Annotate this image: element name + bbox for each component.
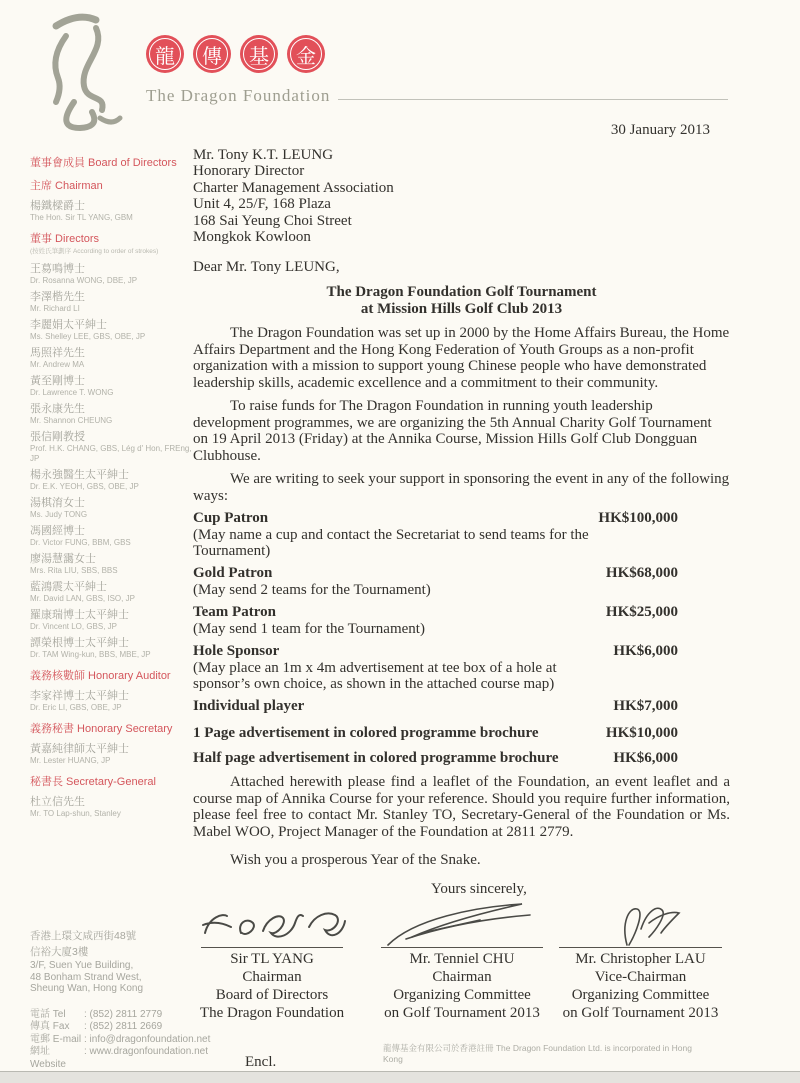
member-name-en: Mr. Shannon CHEUNG xyxy=(30,416,113,425)
signature-block-chu xyxy=(373,899,551,1022)
contact-label: 傳真 Fax xyxy=(30,1021,70,1032)
signatory-name: Mr. Christopher LAU xyxy=(575,951,706,967)
wish-line: Wish you a prosperous Year of the Snake. xyxy=(230,852,481,868)
sidebar-footer xyxy=(30,928,220,1071)
member-name-en: Dr. Eric LI, GBS, OBE, JP xyxy=(30,703,122,712)
member-name-en: Mr. Lester HUANG, JP xyxy=(30,756,111,765)
chu-signature-icon xyxy=(382,899,542,947)
seal-character: 金 xyxy=(290,38,322,70)
address-line: 香港上環文咸西街48號 xyxy=(30,930,137,942)
contact-line xyxy=(30,1009,220,1022)
seal-icon xyxy=(193,35,231,73)
member-name-cjk: 馬照祥先生 xyxy=(30,347,85,359)
sponsorship-row xyxy=(193,725,730,742)
member-name-en: Mr. Andrew MA xyxy=(30,360,85,369)
member-name-en: Dr. TAM Wing-kun, BBS, MBE, JP xyxy=(30,650,151,659)
sidebar-member xyxy=(30,263,192,286)
signoff: Yours sincerely, xyxy=(431,880,527,897)
recipient-line: Honorary Director xyxy=(193,163,305,179)
recipient-line: Mr. Tony K.T. LEUNG xyxy=(193,146,334,163)
member-name-cjk: 譚榮根博士太平紳士 xyxy=(30,637,129,649)
recipient-line: Unit 4, 25/F, 168 Plaza xyxy=(193,196,331,212)
sponsorship-title: 1 Page advertisement in colored programme brochure xyxy=(193,725,539,741)
member-name-cjk: 張信剛教授 xyxy=(30,431,85,443)
member-name-en: Ms. Shelley LEE, GBS, OBE, JP xyxy=(30,332,146,341)
contact-label: 電話 Tel xyxy=(30,1008,66,1020)
sponsorship-price: HK$6,000 xyxy=(613,750,678,766)
sidebar-section-heading: 秘書長 Secretary-General xyxy=(30,776,156,788)
recipient-line: Mongkok Kowloon xyxy=(193,229,311,245)
member-name-cjk: 李家祥博士太平紳士 xyxy=(30,690,129,702)
sidebar-member xyxy=(30,497,192,520)
sidebar-member xyxy=(30,375,192,398)
address-line: 48 Bonham Strand West, xyxy=(30,971,142,983)
sponsorship-title: Cup Patron xyxy=(193,510,269,526)
sidebar-member xyxy=(30,581,192,604)
member-name-cjk: 馮國經博士 xyxy=(30,525,85,537)
signatory-title: The Dragon Foundation xyxy=(199,1005,345,1021)
sponsorship-price: HK$100,000 xyxy=(598,510,678,526)
paragraph-fundraising: To raise funds for The Dragon Foundation in running youth leadership development programmes, we are organizing the 5th Annual Charity Golf Tournament on 19 April 2013 (Friday) at the Annika Course, Mission Hills Golf Club Dongguan Clubhouse. xyxy=(193,398,712,464)
sponsorship-price: HK$10,000 xyxy=(605,725,678,741)
signature-row xyxy=(193,899,730,1022)
member-name-en: Dr. Vincent LO, GBS, JP xyxy=(30,622,117,631)
signatory-title: on Golf Tournament 2013 xyxy=(562,1005,719,1021)
address-line: 3/F, Suen Yue Building, xyxy=(30,960,134,971)
sidebar-member xyxy=(30,347,192,370)
lau-signature-icon xyxy=(561,899,721,947)
signatory-title: Chairman xyxy=(242,969,302,985)
sponsorship-price: HK$6,000 xyxy=(613,643,678,659)
letter-body xyxy=(193,115,730,1022)
sidebar-member xyxy=(30,796,192,819)
header-rule xyxy=(338,99,728,100)
paragraph-about-foundation: The Dragon Foundation was set up in 2000 by the Home Affairs Bureau, the Home Affairs Department and the Hong Kong Federation of Youth Groups as a non-profit organization with a mission to support young Chinese people who have demonstrated leadership skills, academic excellence and a commitment to their community. xyxy=(193,325,730,391)
letter-date: 30 January 2013 xyxy=(610,122,710,138)
signatory-title: Chairman xyxy=(432,969,492,985)
member-name-cjk: 王䓪鳴博士 xyxy=(30,263,85,275)
letter-title xyxy=(193,284,730,318)
member-name-cjk: 湯棋淯女士 xyxy=(30,497,85,509)
member-name-en: Ms. Judy TONG xyxy=(30,510,88,519)
seal-icon xyxy=(240,35,278,73)
contact-line xyxy=(30,1021,220,1034)
contact-value: : (852) 2811 2669 xyxy=(84,1021,163,1032)
signatory-title: Vice-Chairman xyxy=(594,969,687,985)
foundation-address xyxy=(30,928,220,995)
seal-character: 龍 xyxy=(149,38,181,70)
foundation-seals xyxy=(146,35,325,73)
contact-label: 電郵 E-mail xyxy=(30,1033,82,1045)
member-name-en: Mr. Richard LI xyxy=(30,304,80,313)
sponsorship-price: HK$7,000 xyxy=(613,698,678,714)
signature-line xyxy=(201,947,343,948)
member-name-en: Prof. H.K. CHANG, GBS, Lég d' Hon, FREng, JP xyxy=(30,444,192,463)
sponsorship-note: (May send 2 teams for the Tournament) xyxy=(193,582,431,598)
sponsorship-note: (May send 1 team for the Tournament) xyxy=(193,621,425,637)
member-name-cjk: 羅康瑞博士太平紳士 xyxy=(30,609,129,621)
signatory-title: Organizing Committee xyxy=(393,987,531,1003)
paragraph-seek-support: We are writing to seek your support in sponsoring the event in any of the following ways: xyxy=(193,471,730,504)
member-name-cjk: 李澤楷先生 xyxy=(30,291,85,303)
member-name-cjk: 李麗娟太平紳士 xyxy=(30,319,107,331)
sponsorship-note: (May name a cup and contact the Secretariat to send teams for the Tournament) xyxy=(193,527,589,559)
seal-character: 基 xyxy=(243,38,275,70)
member-name-cjk: 杜立信先生 xyxy=(30,796,85,808)
sidebar-section-note: (按姓氏筆劃序 According to order of strokes) xyxy=(30,248,159,255)
sidebar-member xyxy=(30,637,192,660)
sponsorship-options-list xyxy=(193,510,730,767)
sidebar-member xyxy=(30,291,192,314)
contact-label: 網址 Website xyxy=(30,1046,66,1070)
sidebar-member xyxy=(30,200,192,223)
contact-value: : info@dragonfoundation.net xyxy=(84,1033,211,1045)
member-name-en: Dr. Victor FUNG, BBM, GBS xyxy=(30,538,131,547)
member-name-cjk: 黃至剛博士 xyxy=(30,375,85,387)
signature-block-yang xyxy=(193,899,351,1022)
member-name-en: Mr. David LAN, GBS, ISO, JP xyxy=(30,594,135,603)
sidebar-section-heading: 董事會成員 Board of Directors xyxy=(30,157,177,169)
member-name-cjk: 楊永強醫生太平紳士 xyxy=(30,469,129,481)
sponsorship-price: HK$68,000 xyxy=(605,565,678,581)
contact-value: : www.dragonfoundation.net xyxy=(84,1046,208,1057)
dragon-calligraphy-logo xyxy=(22,6,134,134)
signatory-title: Board of Directors xyxy=(215,987,329,1003)
member-name-en: Mrs. Rita LIU, SBS, BBS xyxy=(30,566,118,575)
signature-line xyxy=(381,947,543,948)
sidebar-member xyxy=(30,690,192,713)
member-name-en: Dr. Rosanna WONG, DBE, JP xyxy=(30,276,138,285)
member-name-cjk: 楊鐵樑爵士 xyxy=(30,200,85,212)
sidebar-section-heading: 義務核數師 Honorary Auditor xyxy=(30,670,171,682)
signatory-name: Sir TL YANG xyxy=(230,951,314,967)
sidebar-section-heading: 董事 Directors xyxy=(30,233,100,245)
seal-character: 傳 xyxy=(196,38,228,70)
recipient-line: 168 Sai Yeung Choi Street xyxy=(193,212,352,229)
sponsorship-row xyxy=(193,698,730,715)
signatory-title: Organizing Committee xyxy=(571,987,710,1003)
contact-value: : (852) 2811 2779 xyxy=(84,1008,163,1020)
sidebar-section-heading: 義務秘書 Honorary Secretary xyxy=(30,723,173,735)
sponsorship-title: Team Patron xyxy=(193,604,276,620)
sponsorship-title: Gold Patron xyxy=(193,565,273,581)
contact-line xyxy=(30,1046,220,1071)
sponsorship-title: Individual player xyxy=(193,698,305,714)
member-name-en: Dr. E.K. YEOH, GBS, OBE, JP xyxy=(30,482,139,491)
seal-icon xyxy=(146,35,184,73)
board-of-directors-sidebar xyxy=(30,157,192,824)
sidebar-member xyxy=(30,403,192,426)
sponsorship-note: (May place an 1m x 4m advertisement at tee box of a hole at sponsor’s own choice, as shown in the attached course map) xyxy=(193,660,557,692)
incorporation-note: 龍傳基金有限公司於香港註冊 The Dragon Foundation Ltd. is incorporated in Hong Kong xyxy=(383,1043,692,1064)
sidebar-member xyxy=(30,609,192,632)
sidebar-member xyxy=(30,431,192,464)
sponsorship-row xyxy=(193,750,730,767)
member-name-en: The Hon. Sir TL YANG, GBM xyxy=(30,213,133,222)
org-name: The Dragon Foundation xyxy=(146,86,331,105)
address-line: Sheung Wan, Hong Kong xyxy=(30,983,144,994)
sidebar-section-heading: 主席 Chairman xyxy=(30,180,103,192)
sponsorship-row xyxy=(193,510,730,559)
contact-line xyxy=(30,1034,220,1047)
paragraph-closing: Attached herewith please find a leaflet of the Foundation, an event leaflet and a course map of Annika Course for your reference. Should you require further information, please feel free to contact Mr. Stanley TO, Secretary-General of the Foundation or Ms. Mabel WOO, Project Manager of the Foundation at 2811 2779. xyxy=(193,774,730,840)
address-line: 信裕大廈3樓 xyxy=(30,946,89,958)
sponsorship-row xyxy=(193,565,730,598)
signatory-name: Mr. Tenniel CHU xyxy=(409,951,515,967)
sidebar-member xyxy=(30,319,192,342)
yang-signature-icon xyxy=(197,899,347,947)
signatory-title: on Golf Tournament 2013 xyxy=(384,1005,540,1021)
signature-block-lau xyxy=(551,899,730,1022)
salutation: Dear Mr. Tony LEUNG, xyxy=(193,258,340,275)
recipient-address-block xyxy=(193,147,730,246)
sidebar-member xyxy=(30,469,192,492)
sponsorship-price: HK$25,000 xyxy=(605,604,678,620)
recipient-line: Charter Management Association xyxy=(193,179,394,196)
member-name-cjk: 藍鴻震太平紳士 xyxy=(30,581,107,593)
member-name-en: Dr. Lawrence T. WONG xyxy=(30,388,114,397)
signature-line xyxy=(559,947,722,948)
letter-title-line1: The Dragon Foundation Golf Tournament xyxy=(326,284,597,300)
foundation-contact xyxy=(30,1009,220,1072)
seal-icon xyxy=(287,35,325,73)
sponsorship-row xyxy=(193,643,730,692)
sponsorship-title: Hole Sponsor xyxy=(193,643,280,659)
member-name-cjk: 廖湯慧靄女士 xyxy=(30,553,96,565)
sidebar-member xyxy=(30,743,192,766)
member-name-en: Mr. TO Lap-shun, Stanley xyxy=(30,809,121,818)
sponsorship-title: Half page advertisement in colored programme brochure xyxy=(193,750,559,766)
member-name-cjk: 黃嘉純律師太平紳士 xyxy=(30,743,129,755)
sidebar-member xyxy=(30,553,192,576)
sidebar-member xyxy=(30,525,192,548)
member-name-cjk: 張永康先生 xyxy=(30,403,85,415)
scan-edge xyxy=(0,1071,800,1083)
enclosure-note: Encl. xyxy=(245,1054,277,1070)
sponsorship-row xyxy=(193,604,730,637)
letter-title-line2: at Mission Hills Golf Club 2013 xyxy=(360,301,563,317)
